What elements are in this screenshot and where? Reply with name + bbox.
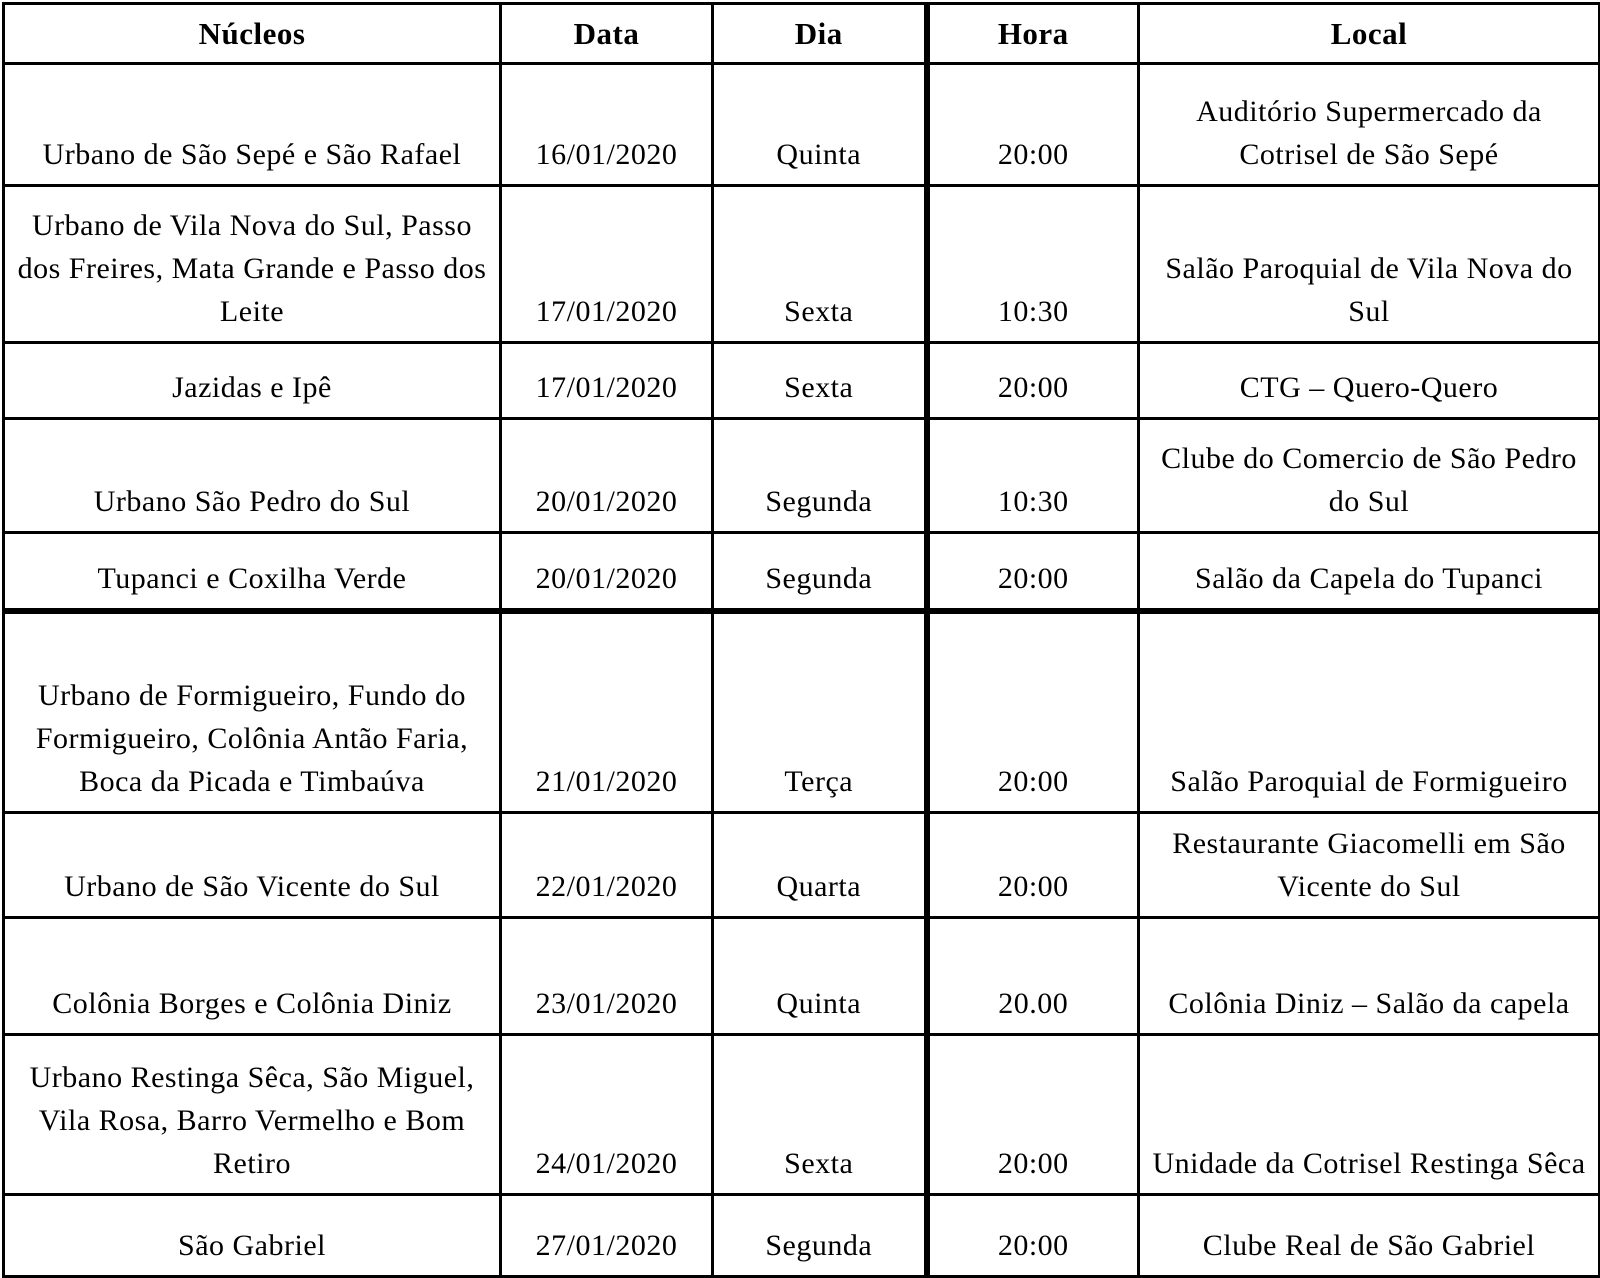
cell-dia: Terça	[713, 611, 927, 813]
cell-dia: Sexta	[713, 186, 927, 343]
cell-local: Auditório Supermercado da Cotrisel de São Sepé	[1139, 64, 1600, 186]
cell-local: Unidade da Cotrisel Restinga Sêca	[1139, 1035, 1600, 1195]
cell-dia: Quinta	[713, 64, 927, 186]
cell-hora: 20:00	[927, 1195, 1139, 1277]
cell-local: Colônia Diniz – Salão da capela	[1139, 918, 1600, 1035]
cell-local: Restaurante Giacomelli em São Vicente do Sul	[1139, 813, 1600, 918]
table-row	[4, 918, 1600, 1035]
table-row	[4, 813, 1600, 918]
cell-nucleos: Jazidas e Ipê	[4, 343, 501, 419]
cell-hora: 10:30	[927, 419, 1139, 533]
table-row	[4, 343, 1600, 419]
cell-hora: 20:00	[927, 813, 1139, 918]
cell-data: 27/01/2020	[501, 1195, 713, 1277]
cell-hora: 20:00	[927, 533, 1139, 611]
cell-data: 16/01/2020	[501, 64, 713, 186]
cell-local: CTG – Quero-Quero	[1139, 343, 1600, 419]
cell-hora: 20.00	[927, 918, 1139, 1035]
cell-nucleos: Colônia Borges e Colônia Diniz	[4, 918, 501, 1035]
table-row	[4, 1195, 1600, 1277]
cell-dia: Segunda	[713, 533, 927, 611]
cell-local: Salão da Capela do Tupanci	[1139, 533, 1600, 611]
cell-local: Salão Paroquial de Formigueiro	[1139, 611, 1600, 813]
cell-nucleos: Urbano de São Vicente do Sul	[4, 813, 501, 918]
cell-hora: 20:00	[927, 611, 1139, 813]
cell-local: Clube Real de São Gabriel	[1139, 1195, 1600, 1277]
header-nucleos: Núcleos	[4, 4, 501, 64]
header-hora: Hora	[927, 4, 1139, 64]
table-row	[4, 64, 1600, 186]
cell-dia: Quarta	[713, 813, 927, 918]
table-row	[4, 419, 1600, 533]
header-row	[4, 4, 1600, 64]
cell-hora: 10:30	[927, 186, 1139, 343]
cell-dia: Segunda	[713, 419, 927, 533]
cell-dia: Segunda	[713, 1195, 927, 1277]
header-local: Local	[1139, 4, 1600, 64]
table-row	[4, 533, 1600, 611]
table-row	[4, 1035, 1600, 1195]
cell-data: 21/01/2020	[501, 611, 713, 813]
cell-data: 24/01/2020	[501, 1035, 713, 1195]
cell-nucleos: Urbano de Vila Nova do Sul, Passo dos Freires, Mata Grande e Passo dos Leite	[4, 186, 501, 343]
cell-hora: 20:00	[927, 64, 1139, 186]
cell-dia: Sexta	[713, 1035, 927, 1195]
cell-nucleos: São Gabriel	[4, 1195, 501, 1277]
header-data: Data	[501, 4, 713, 64]
cell-data: 20/01/2020	[501, 533, 713, 611]
cell-nucleos: Urbano São Pedro do Sul	[4, 419, 501, 533]
cell-hora: 20:00	[927, 343, 1139, 419]
cell-hora: 20:00	[927, 1035, 1139, 1195]
cell-dia: Sexta	[713, 343, 927, 419]
cell-local: Salão Paroquial de Vila Nova do Sul	[1139, 186, 1600, 343]
header-dia: Dia	[713, 4, 927, 64]
cell-data: 17/01/2020	[501, 186, 713, 343]
table-row	[4, 186, 1600, 343]
cell-data: 17/01/2020	[501, 343, 713, 419]
cell-local: Clube do Comercio de São Pedro do Sul	[1139, 419, 1600, 533]
cell-data: 20/01/2020	[501, 419, 713, 533]
meeting-schedule-table	[2, 2, 1600, 1278]
cell-nucleos: Urbano Restinga Sêca, São Miguel, Vila Rosa, Barro Vermelho e Bom Retiro	[4, 1035, 501, 1195]
cell-nucleos: Urbano de São Sepé e São Rafael	[4, 64, 501, 186]
cell-data: 22/01/2020	[501, 813, 713, 918]
table-row	[4, 611, 1600, 813]
cell-dia: Quinta	[713, 918, 927, 1035]
cell-nucleos: Urbano de Formigueiro, Fundo do Formigueiro, Colônia Antão Faria, Boca da Picada e Timbaúva	[4, 611, 501, 813]
cell-data: 23/01/2020	[501, 918, 713, 1035]
cell-nucleos: Tupanci e Coxilha Verde	[4, 533, 501, 611]
